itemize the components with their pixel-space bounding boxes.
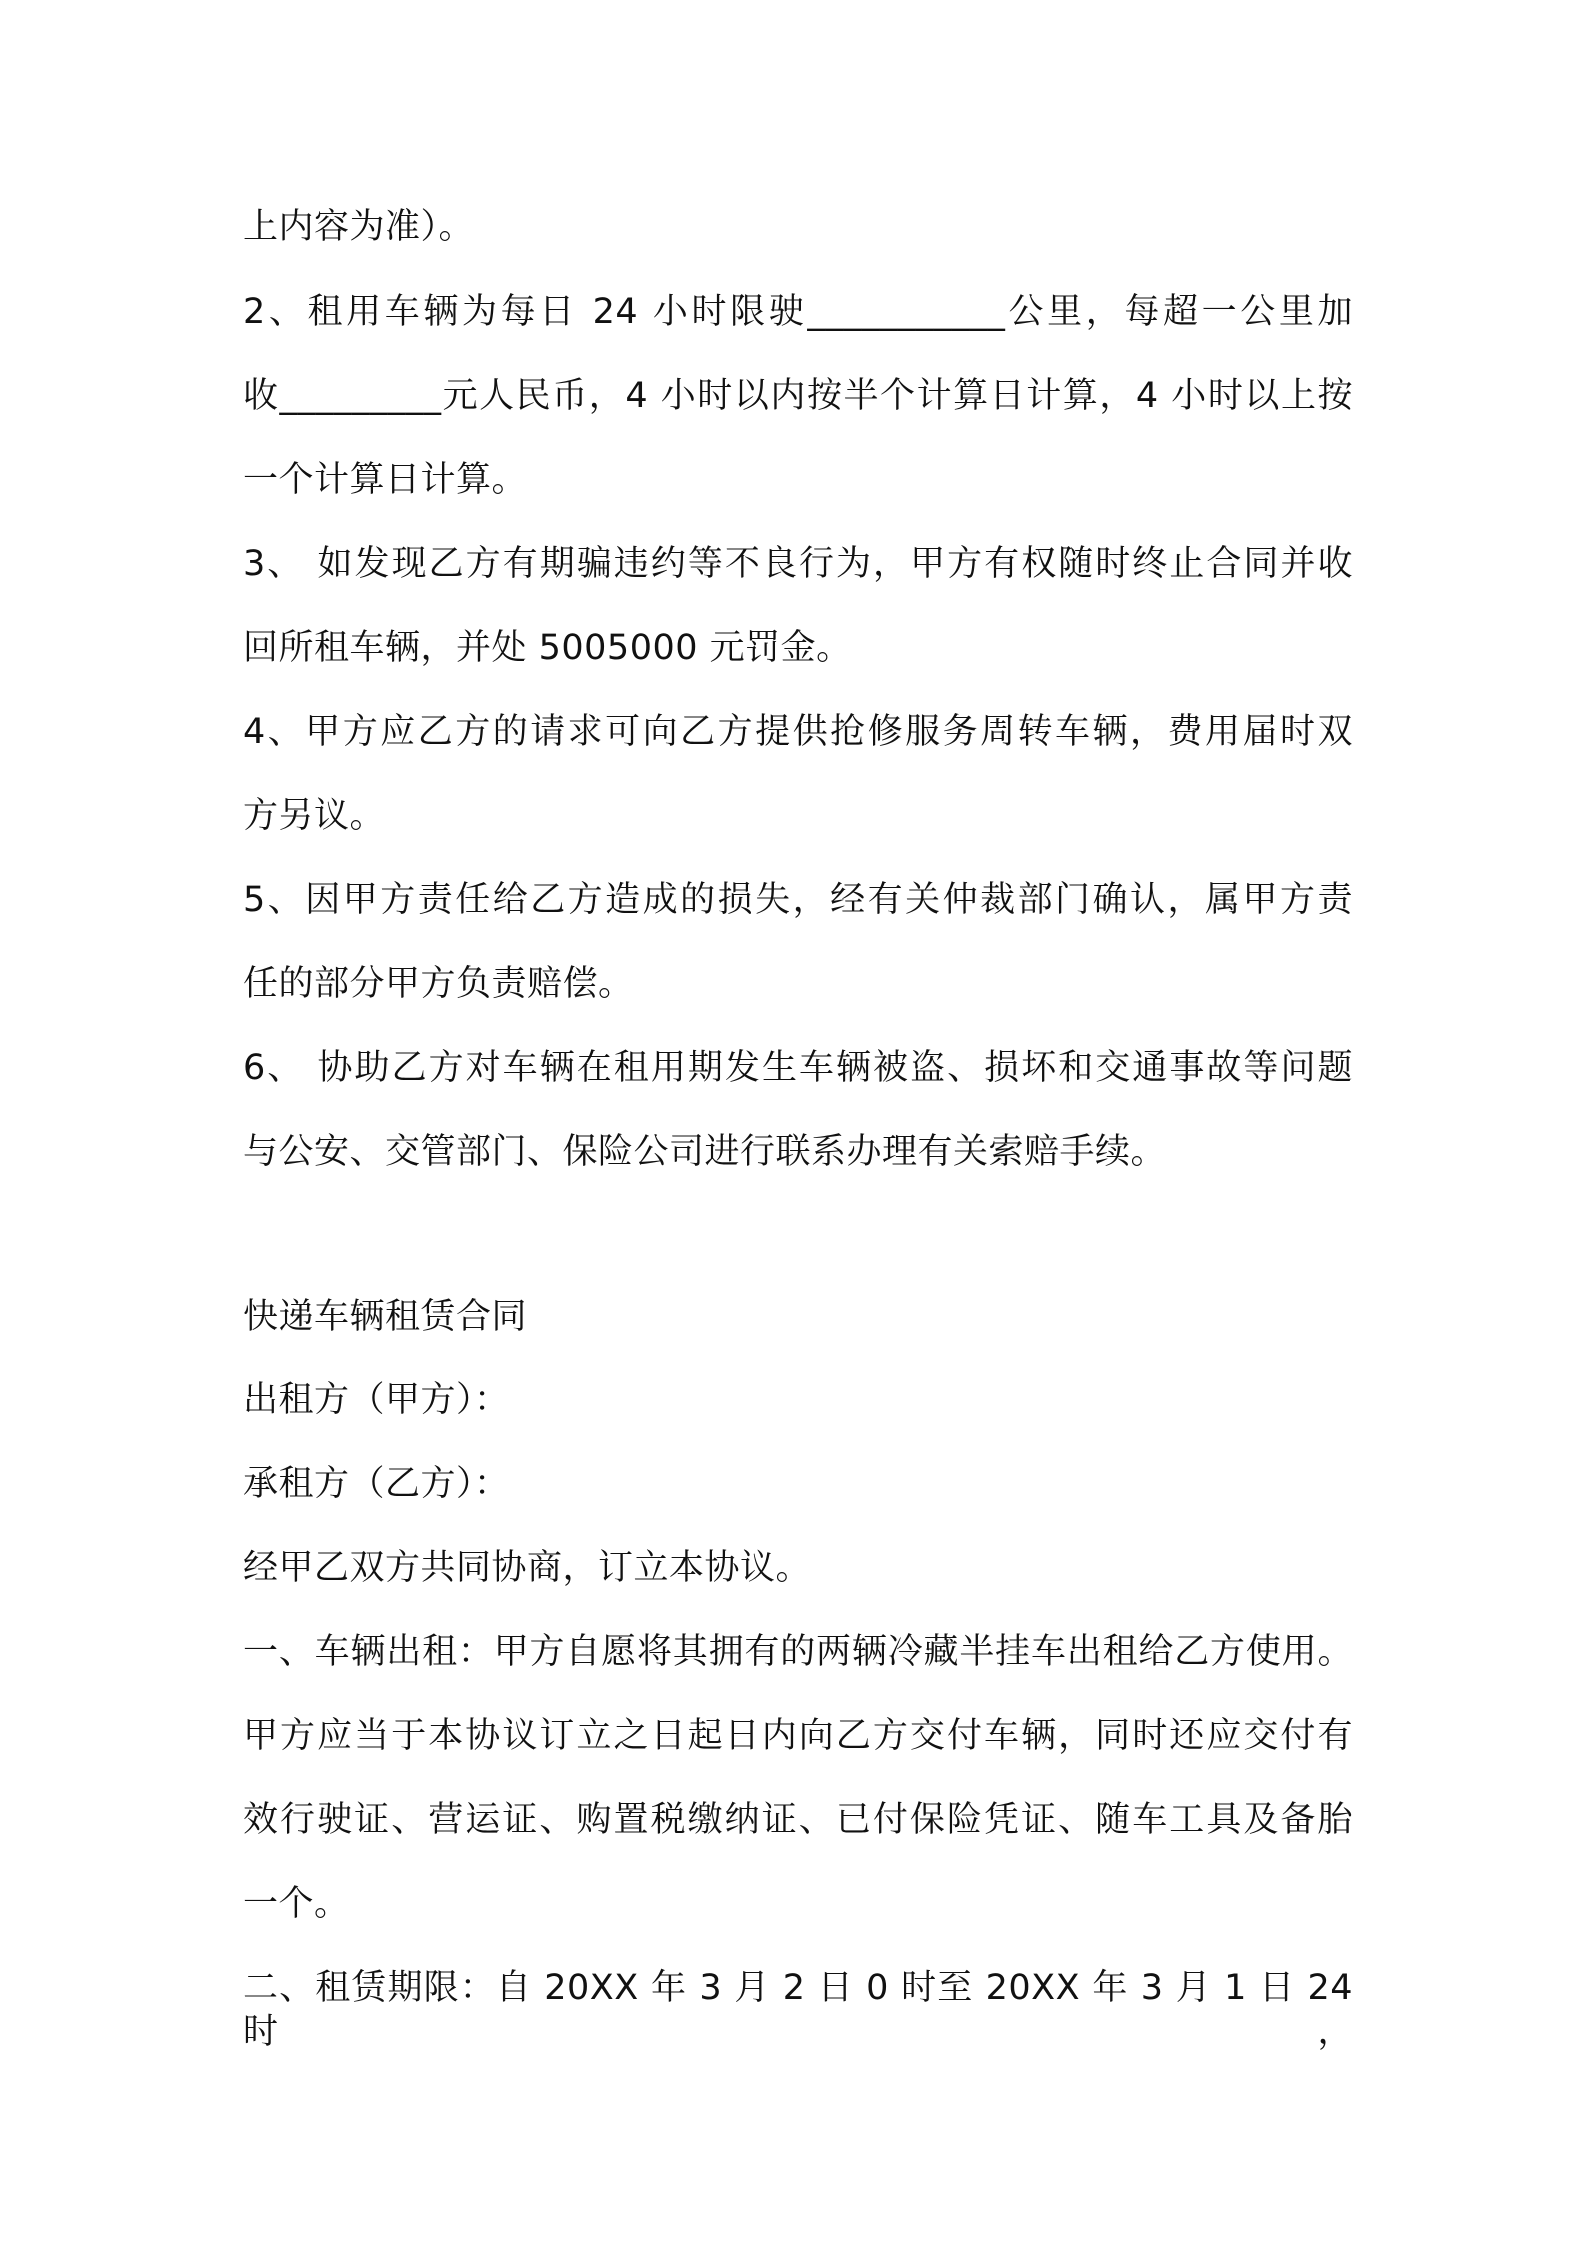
text-line-21: 二、租赁期限：自 20XX 年 3 月 2 日 0 时至 20XX 年 3 月 1 日 24 时， bbox=[243, 1968, 1353, 2052]
text-line-12: 与公安、交管部门、保险公司进行联系办理有关索赔手续。 bbox=[243, 1132, 1167, 1172]
text-line-9: 5、因甲方责任给乙方造成的损失，经有关仲裁部门确认，属甲方责 bbox=[243, 880, 1353, 920]
text-line-16: 经甲乙双方共同协商，订立本协议。 bbox=[243, 1548, 812, 1588]
text-line-19: 效行驶证、营运证、购置税缴纳证、已付保险凭证、随车工具及备胎 bbox=[243, 1800, 1353, 1840]
text-line-15: 承租方（乙方）： bbox=[243, 1464, 510, 1504]
text-line-11: 6、 协助乙方对车辆在租用期发生车辆被盗、损坏和交通事故等问题 bbox=[243, 1048, 1353, 1088]
text-line-17: 一、车辆出租：甲方自愿将其拥有的两辆冷藏半挂车出租给乙方使用。 bbox=[243, 1632, 1353, 1672]
text-line-2: 2、租用车辆为每日 24 小时限驶___________公里，每超一公里加 bbox=[243, 292, 1353, 332]
text-line-8: 方另议。 bbox=[243, 796, 386, 836]
text-line-6: 回所租车辆，并处 5005000 元罚金。 bbox=[243, 628, 852, 668]
text-line-13: 快递车辆租赁合同 bbox=[243, 1297, 528, 1337]
text-line-14: 出租方（甲方）： bbox=[243, 1380, 510, 1420]
text-line-20: 一个。 bbox=[243, 1884, 350, 1924]
text-line-10: 任的部分甲方负责赔偿。 bbox=[243, 964, 634, 1004]
text-line-7: 4、甲方应乙方的请求可向乙方提供抢修服务周转车辆，费用届时双 bbox=[243, 712, 1353, 752]
text-line-5: 3、 如发现乙方有期骗违约等不良行为，甲方有权随时终止合同并收 bbox=[243, 544, 1353, 584]
text-line-18: 甲方应当于本协议订立之日起日内向乙方交付车辆，同时还应交付有 bbox=[243, 1716, 1353, 1756]
text-line-3: 收_________元人民币，4 小时以内按半个计算日计算，4 小时以上按 bbox=[243, 376, 1353, 416]
text-line-4: 一个计算日计算。 bbox=[243, 460, 528, 500]
text-line-1: 上内容为准）。 bbox=[243, 207, 475, 247]
